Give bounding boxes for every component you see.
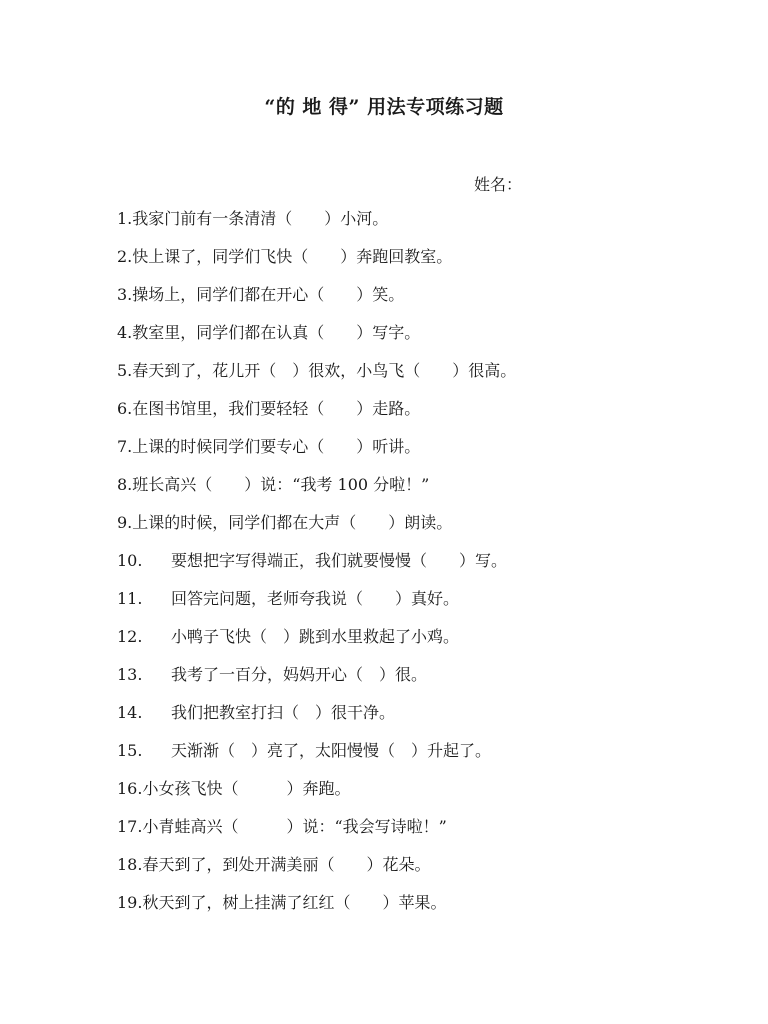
question-item [117, 320, 737, 358]
question-number: 13. [117, 665, 143, 684]
question-item [117, 852, 737, 890]
question-text: 操场上，同学们都在开心（ ）笑。 [132, 285, 405, 304]
question-text: 小女孩飞快（ ）奔跑。 [142, 779, 351, 798]
question-item [117, 890, 737, 928]
question-text: 春天到了，花儿开（ ）很欢，小鸟飞（ ）很高。 [132, 361, 517, 380]
question-text: 要想把字写得端正，我们就要慢慢（ ）写。 [171, 551, 508, 570]
question-list [117, 206, 737, 928]
question-number: 12. [117, 627, 143, 646]
question-text: 回答完问题，老师夸我说（ ）真好。 [171, 589, 460, 608]
question-text: 天渐渐（ ）亮了，太阳慢慢（ ）升起了。 [171, 741, 492, 760]
question-text: 秋天到了，树上挂满了红红（ ）苹果。 [142, 893, 447, 912]
question-item [117, 700, 737, 738]
page-title: “的 地 得” 用法专项练习题 [264, 96, 504, 118]
question-item [117, 586, 737, 624]
question-item [117, 738, 737, 776]
question-text: 春天到了，到处开满美丽（ ）花朵。 [142, 855, 431, 874]
question-number: 15. [117, 741, 143, 760]
question-item [117, 396, 737, 434]
question-item [117, 244, 737, 282]
question-item [117, 776, 737, 814]
question-text: 小鸭子飞快（ ）跳到水里救起了小鸡。 [171, 627, 460, 646]
question-number: 14. [117, 703, 143, 722]
question-item [117, 472, 737, 510]
question-number: 19. [117, 893, 143, 912]
question-item [117, 662, 737, 700]
question-number: 1. [117, 209, 133, 228]
question-number: 2. [117, 247, 133, 266]
question-number: 5. [117, 361, 133, 380]
question-text: 上课的时候，同学们都在大声（ ）朗读。 [132, 513, 453, 532]
question-text: 我们把教室打扫（ ）很干净。 [171, 703, 396, 722]
name-label: 姓名： [474, 175, 523, 194]
question-number: 8. [117, 475, 133, 494]
question-text: 上课的时候同学们要专心（ ）听讲。 [132, 437, 421, 456]
question-item [117, 548, 737, 586]
question-item [117, 358, 737, 396]
question-text: 快上课了，同学们飞快（ ）奔跑回教室。 [132, 247, 453, 266]
question-text: 小青蛙高兴（ ）说：“我会写诗啦！” [142, 817, 447, 836]
question-number: 18. [117, 855, 143, 874]
question-item [117, 624, 737, 662]
question-number: 7. [117, 437, 133, 456]
question-number: 6. [117, 399, 133, 418]
question-number: 11. [117, 589, 143, 608]
question-item [117, 282, 737, 320]
question-number: 4. [117, 323, 133, 342]
question-text: 班长高兴（ ）说：“我考 100 分啦！” [132, 475, 430, 494]
question-text: 我考了一百分，妈妈开心（ ）很。 [171, 665, 428, 684]
question-item [117, 434, 737, 472]
question-text: 我家门前有一条清清（ ）小河。 [132, 209, 389, 228]
question-item [117, 814, 737, 852]
question-item [117, 510, 737, 548]
question-number: 16. [117, 779, 143, 798]
question-number: 9. [117, 513, 133, 532]
question-number: 17. [117, 817, 143, 836]
question-item [117, 206, 737, 244]
question-number: 10. [117, 551, 143, 570]
question-number: 3. [117, 285, 133, 304]
question-text: 在图书馆里，我们要轻轻（ ）走路。 [132, 399, 421, 418]
question-text: 教室里，同学们都在认真（ ）写字。 [132, 323, 421, 342]
